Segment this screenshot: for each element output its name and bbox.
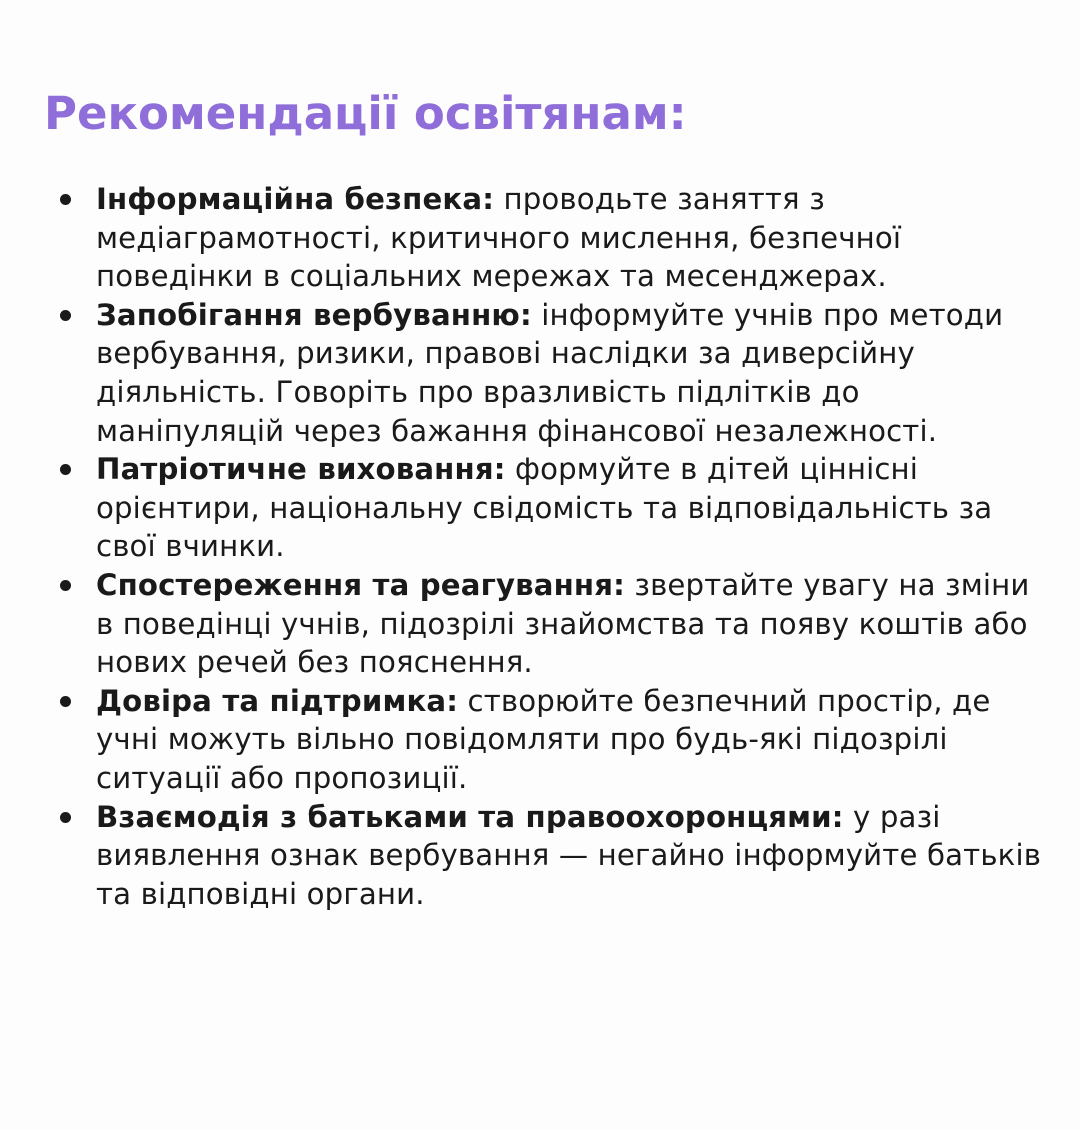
item-text: проводьте заняття з медіаграмотності, критичного мислення, безпечної поведінки в соціальних мережах та месенджерах.: [96, 182, 902, 294]
bullet-icon: [60, 310, 71, 321]
bullet-icon: [60, 194, 71, 205]
list-item: [96, 798, 1046, 914]
bullet-icon: [60, 696, 71, 707]
list-item: [96, 450, 1046, 566]
item-term: Інформаційна безпека:: [96, 182, 495, 216]
bullet-icon: [60, 580, 71, 591]
list-item: [96, 566, 1046, 682]
page-title: Рекомендації освітянам:: [44, 87, 687, 140]
bullet-icon: [60, 464, 71, 475]
list-item: [96, 682, 1046, 798]
item-text: інформуйте учнів про методи вербування, ризики, правові наслідки за диверсійну діяльність. Говоріть про вразливість підлітків до маніпуляцій через бажання фінансової незалежності.: [96, 297, 1004, 448]
item-text: звертайте увагу на зміни в поведінці учнів, підозрілі знайомства та появу коштів або нових речей без пояснення.: [96, 567, 1030, 680]
list-item: [96, 296, 1046, 450]
bullet-icon: [60, 812, 71, 823]
item-term: Патріотичне виховання:: [96, 452, 506, 487]
item-term: Взаємодія з батьками та правоохоронцями:: [96, 799, 844, 834]
item-text: у разі виявлення ознак вербування — негайно інформуйте батьків та відповідні органи.: [96, 799, 1042, 911]
item-text: створюйте безпечний простір, де учні можуть вільно повідомляти про будь-які підозрілі ситуації або пропозиції.: [96, 683, 991, 795]
recommendations-list: [96, 180, 1046, 913]
item-text: формуйте в дітей ціннісні орієнтири, національну свідомість та відповідальність за свої вчинки.: [96, 452, 993, 564]
item-term: Спостереження та реагування:: [96, 567, 625, 602]
item-term: Довіра та підтримка:: [96, 683, 459, 718]
item-term: Запобігання вербуванню:: [96, 297, 532, 332]
list-item: [96, 180, 1046, 296]
